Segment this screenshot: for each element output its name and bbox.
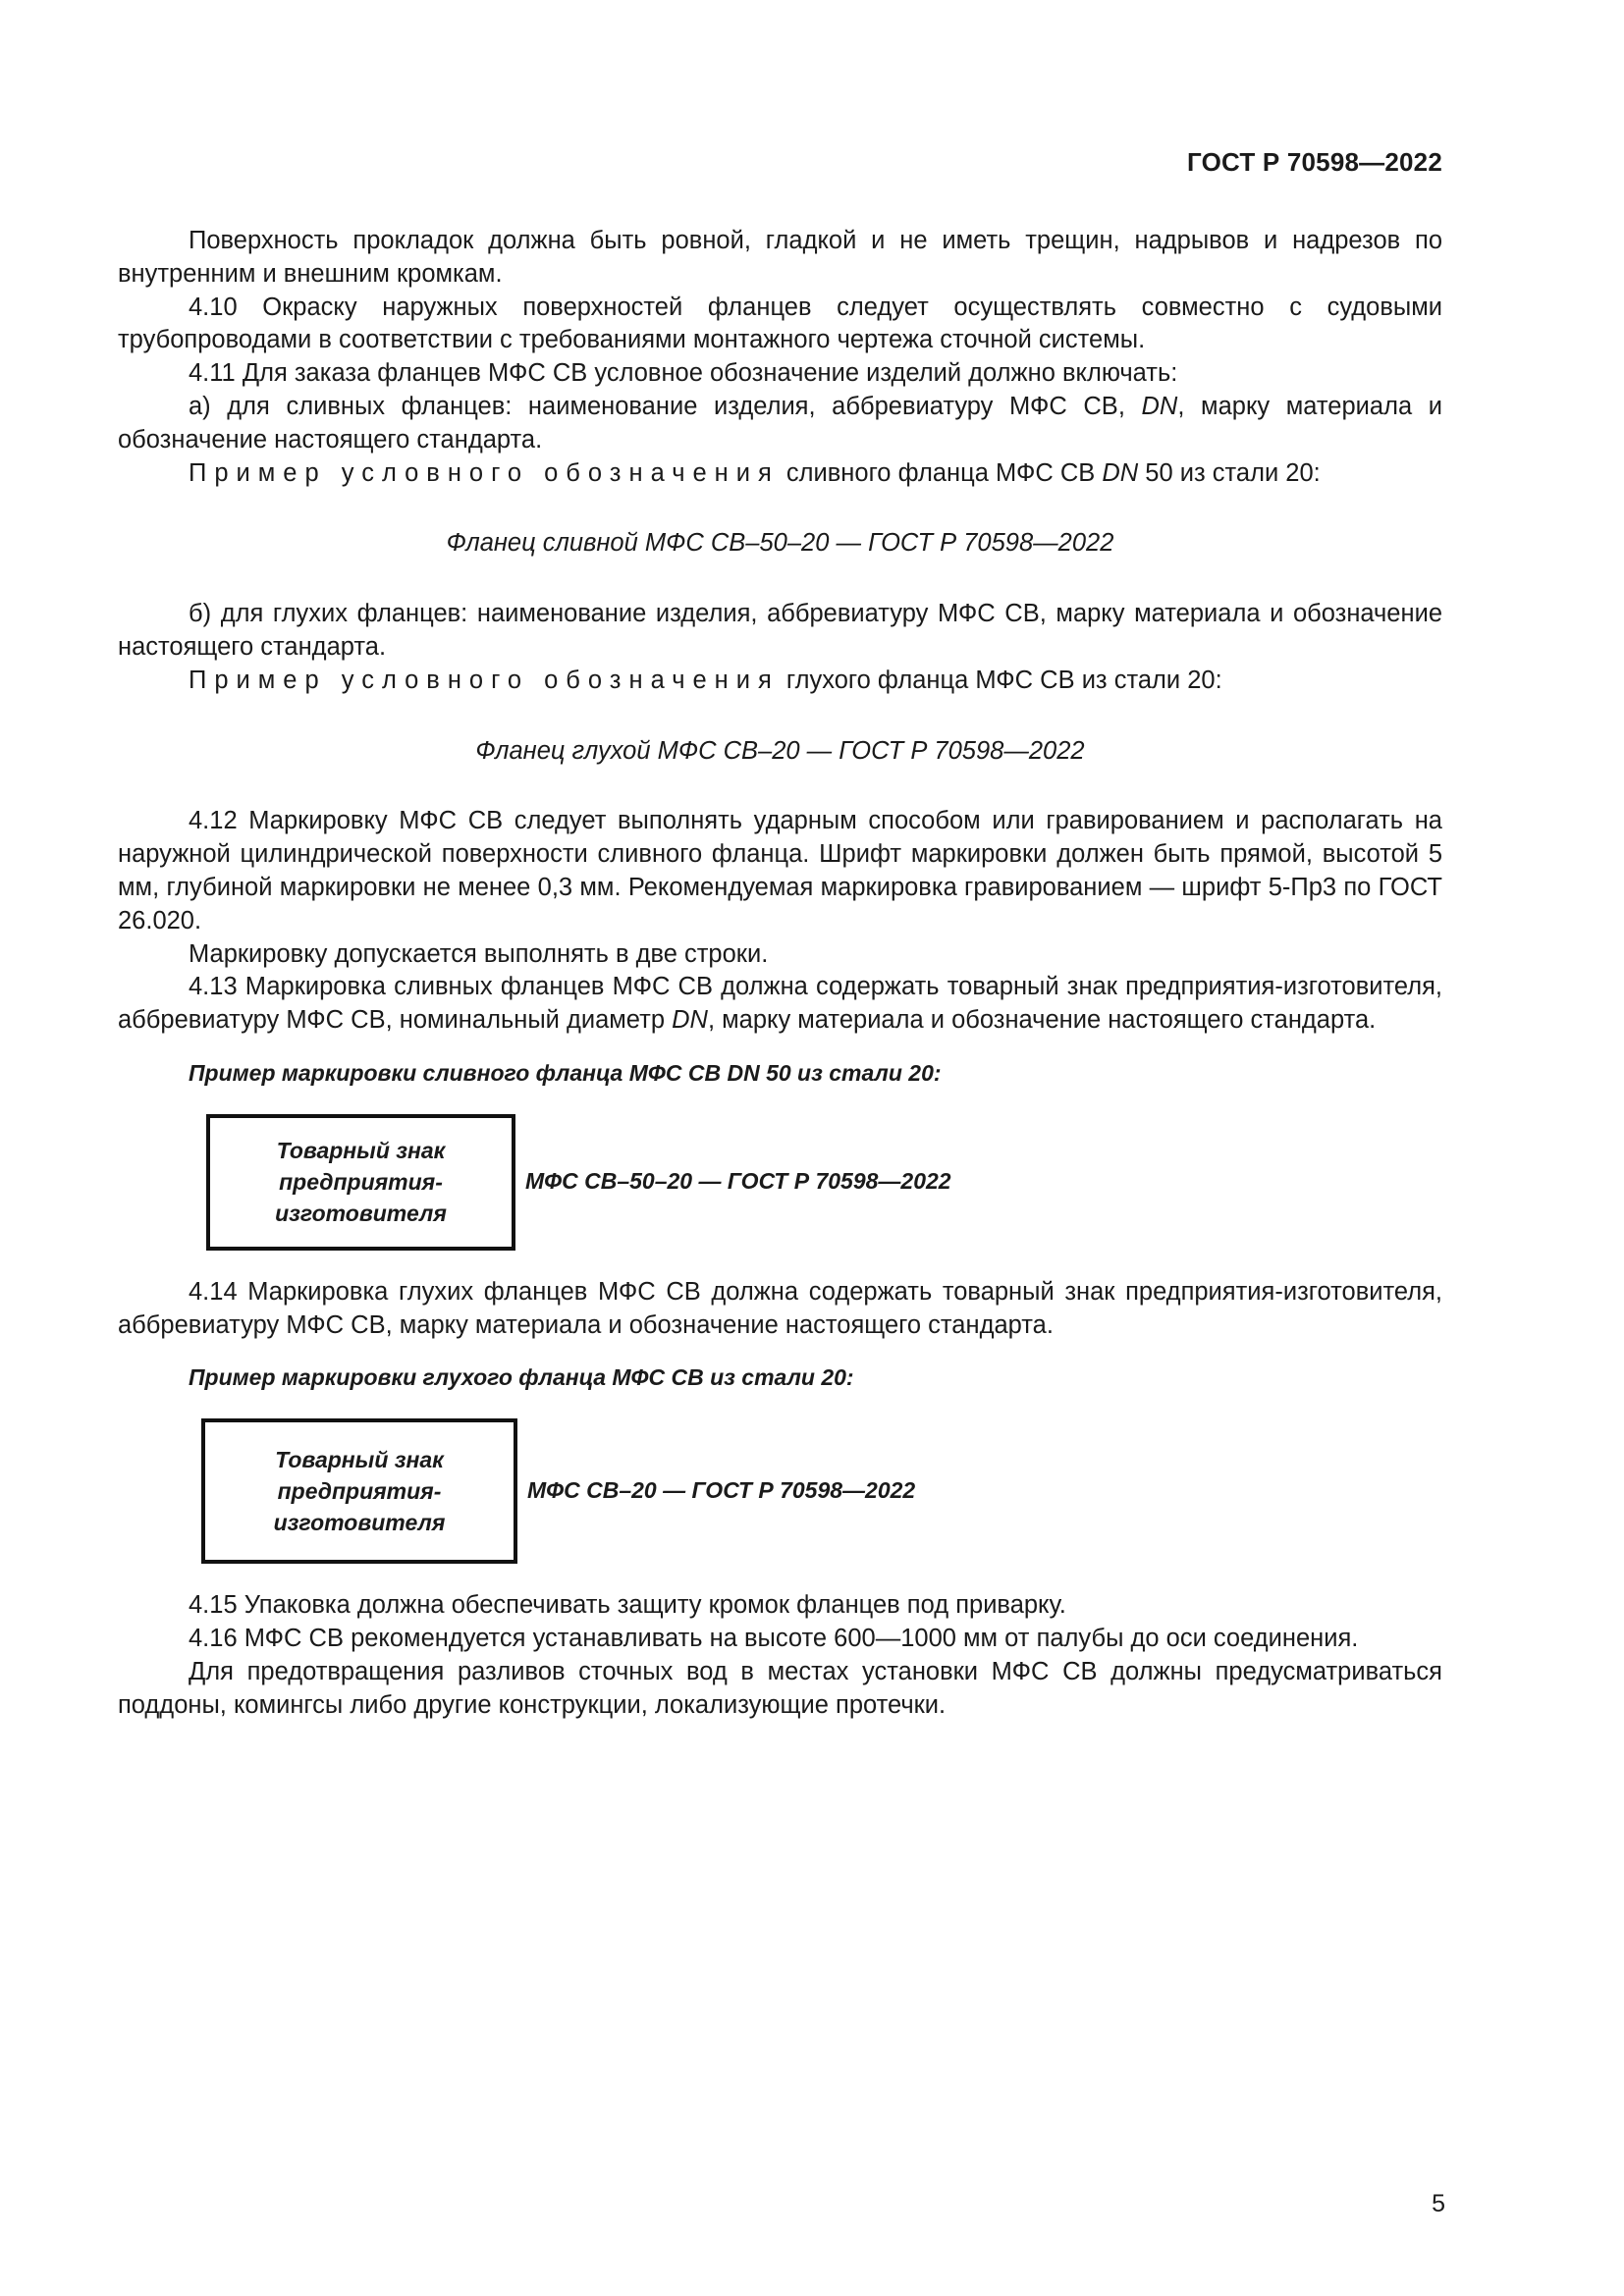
document-body — [118, 225, 1442, 1722]
paragraph-4-11-a — [118, 391, 1442, 457]
marking-example-blind — [201, 1418, 1442, 1564]
paragraph-4-11-b: б) для глухих фланцев: наименование изделия, аббревиатуру МФС СВ, марку материала и обозначение настоящего стандарта. — [118, 600, 1442, 661]
trademark-box-text: Товарный знак предприятия-изготовителя — [275, 1138, 447, 1227]
spaced-example-label: Пример условного обозначения — [189, 458, 780, 487]
spacer — [118, 698, 1442, 735]
paragraph-spill-prevention: Для предотвращения разливов сточных вод в местах установки МФС СВ должны предусматриваться поддоны, комингсы либо другие конструкции, локализующие протечки. — [118, 1657, 1442, 1719]
page-number: 5 — [1432, 2190, 1445, 2217]
trademark-box — [201, 1418, 517, 1564]
spacer — [118, 490, 1442, 527]
paragraph-4-15: 4.15 Упаковка должна обеспечивать защиту кромок фланцев под приварку. — [189, 1591, 1066, 1620]
caption-drain-marking-example: Пример маркировки сливного фланца МФС СВ DN 50 из стали 20: — [189, 1059, 942, 1086]
caption-blind-marking-example: Пример маркировки глухого фланца МФС СВ из стали 20: — [189, 1364, 854, 1391]
spacer — [118, 1564, 1442, 1589]
paragraph-gasket-surface: Поверхность прокладок должна быть ровной, гладкой и не иметь трещин, надрывов и надрезов по внутренним и внешним кромкам. — [118, 227, 1442, 288]
example-designation-drain — [118, 457, 1442, 491]
spacer — [118, 768, 1442, 805]
paragraph-two-lines: Маркировку допускается выполнять в две строки. — [189, 939, 769, 968]
paragraph-4-13 — [118, 971, 1442, 1038]
trademark-box — [206, 1114, 515, 1251]
example-line-drain-flange: Фланец сливной МФС СВ–50–20 — ГОСТ Р 70598—2022 — [446, 529, 1114, 558]
dn-italic: DN — [672, 1006, 708, 1035]
dn-italic: DN — [1141, 392, 1178, 420]
marking-example-drain — [206, 1114, 1442, 1251]
text-segment: глухого фланца МФС СВ из стали 20: — [779, 666, 1222, 694]
spaced-example-label: Пример условного обозначения — [189, 666, 780, 694]
paragraph-4-10: 4.10 Окраску наружных поверхностей фланцев следует осуществлять совместно с судовыми трубопроводами в соответствии с требованиями монтажного чертежа сточной системы. — [118, 293, 1442, 354]
trademark-box-text: Товарный знак предприятия-изготовителя — [273, 1447, 446, 1536]
paragraph-4-16: 4.16 МФС СВ рекомендуется устанавливать на высоте 600—1000 мм от палубы до оси соединения. — [189, 1624, 1359, 1652]
text-segment: , марку материала и обозначение настоящего стандарта. — [707, 1006, 1377, 1035]
spacer — [118, 1251, 1442, 1276]
paragraph-4-11: 4.11 Для заказа фланцев МФС СВ условное обозначение изделий должно включать: — [189, 359, 1178, 388]
spacer — [118, 1342, 1442, 1362]
marking-label-blind: МФС СВ–20 — ГОСТ Р 70598—2022 — [527, 1477, 916, 1504]
text-segment: сливного фланца МФС СВ — [779, 458, 1103, 487]
text-segment: , марку материала и обозначение настоящего стандарта. — [118, 392, 1442, 454]
paragraph-4-14: 4.14 Маркировка глухих фланцев МФС СВ должна содержать товарный знак предприятия-изготовителя, аббревиатуру МФС СВ, марку материала и обозначение настоящего стандарта. — [118, 1277, 1442, 1339]
spacer — [118, 1038, 1442, 1057]
text-segment: 50 из стали 20: — [1138, 458, 1321, 487]
example-line-blind-flange: Фланец глухой МФС СВ–20 — ГОСТ Р 70598—2022 — [475, 736, 1085, 765]
marking-label-drain: МФС СВ–50–20 — ГОСТ Р 70598—2022 — [525, 1168, 951, 1195]
example-designation-blind — [118, 665, 1442, 698]
spacer — [118, 1395, 1442, 1418]
text-segment: а) для сливных фланцев: наименование изделия, аббревиатуру МФС СВ, — [189, 392, 1142, 420]
dn-italic: DN — [1102, 458, 1139, 487]
paragraph-4-12: 4.12 Маркировку МФС СВ следует выполнять ударным способом или гравированием и располагать на наружной цилиндрической поверхности сливного фланца. Шрифт маркировки должен быть прямой, высотой 5 мм, глубиной маркировки не менее 0,3 мм. Рекомендуемая маркировка гравированием — шрифт 5-Пр3 по ГОСТ 26.020. — [118, 807, 1442, 934]
spacer — [118, 561, 1442, 598]
document-code-header: ГОСТ Р 70598—2022 — [1187, 147, 1442, 177]
text-segment: 4.13 Маркировка сливных фланцев МФС СВ должна содержать товарный знак предприятия-изготовителя, аббревиатуру МФС СВ, номинальный диаметр — [118, 973, 1442, 1035]
spacer — [118, 1091, 1442, 1114]
